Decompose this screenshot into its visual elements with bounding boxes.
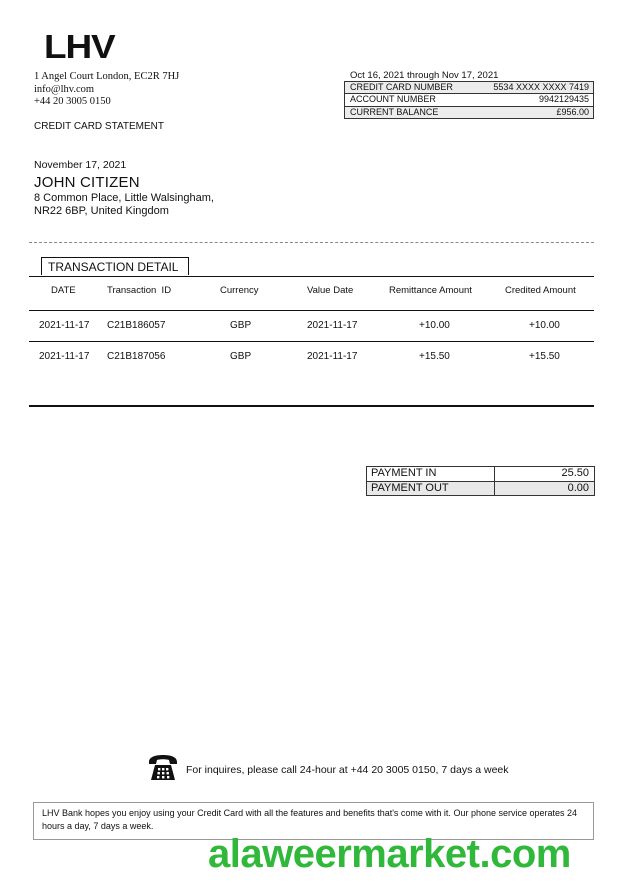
payment-in-row [367, 467, 594, 481]
transaction-detail-heading: TRANSACTION DETAIL [41, 257, 189, 275]
table-row [29, 311, 594, 342]
column-header-date: DATE [51, 285, 76, 296]
customer-address [34, 192, 214, 218]
account-summary-box [344, 81, 594, 119]
cell-credited-amount: +15.50 [529, 351, 560, 362]
statement-date: November 17, 2021 [34, 159, 127, 171]
cell-date: 2021-11-17 [39, 351, 90, 362]
payment-out-row [367, 481, 594, 496]
summary-row-account-number [345, 93, 593, 105]
customer-name: JOHN CITIZEN [34, 174, 140, 191]
phone-inquiry-text: For inquires, please call 24-hour at +44 20 3005 0150, 7 days a week [186, 764, 509, 776]
customer-address-line: NR22 6BP, United Kingdom [34, 205, 169, 217]
watermark: alaweermarket.com [208, 832, 571, 876]
cell-remittance-amount: +15.50 [419, 351, 450, 362]
column-header-credited-amount: Credited Amount [505, 285, 576, 296]
payment-label: PAYMENT OUT [367, 482, 495, 496]
customer-address-line: 8 Common Place, Little Walsingham, [34, 192, 214, 204]
dashed-divider [29, 242, 594, 243]
summary-value: 5534 XXXX XXXX 7419 [493, 82, 589, 92]
telephone-icon [147, 754, 179, 782]
transaction-table [29, 277, 594, 372]
cell-currency: GBP [230, 351, 252, 362]
bank-phone: +44 20 3005 0150 [34, 96, 111, 107]
cell-transaction-id: C21B186057 [107, 320, 166, 331]
payments-summary-box [366, 466, 595, 496]
summary-label: ACCOUNT NUMBER [350, 94, 436, 105]
summary-value: £956.00 [556, 106, 589, 117]
payment-value: 0.00 [567, 481, 589, 494]
summary-row-card-number [345, 82, 593, 93]
payment-value: 25.50 [561, 467, 589, 479]
cell-remittance-amount: +10.00 [419, 320, 450, 331]
payment-label: PAYMENT IN [367, 467, 495, 481]
footer-note: LHV Bank hopes you enjoy using your Credit Card with all the features and benefits that's come with it. Our phone service operates 24 hours a day, 7 days a week. [33, 802, 594, 840]
column-header-transaction-id: Transaction ID [107, 285, 172, 296]
table-bottom-rule [29, 405, 594, 407]
statement-period: Oct 16, 2021 through Nov 17, 2021 [350, 70, 499, 81]
bank-logo: LHV [44, 28, 115, 65]
table-row [29, 342, 594, 372]
column-header-currency: Currency [220, 285, 259, 296]
statement-title: CREDIT CARD STATEMENT [34, 121, 165, 132]
cell-value-date: 2021-11-17 [307, 351, 358, 362]
summary-row-current-balance [345, 106, 593, 118]
bank-email: info@lhv.com [34, 83, 95, 95]
cell-transaction-id: C21B187056 [107, 351, 166, 362]
table-header-row [29, 277, 594, 311]
summary-value: 9942129435 [538, 94, 589, 105]
summary-label: CREDIT CARD NUMBER [350, 82, 453, 92]
cell-credited-amount: +10.00 [529, 320, 560, 331]
bank-address [34, 71, 179, 109]
cell-date: 2021-11-17 [39, 320, 90, 331]
column-header-remittance-amount: Remittance Amount [389, 285, 472, 296]
column-header-value-date: Value Date [307, 285, 354, 296]
summary-label: CURRENT BALANCE [350, 106, 439, 117]
cell-value-date: 2021-11-17 [307, 320, 358, 331]
cell-currency: GBP [230, 320, 252, 331]
bank-address-street: 1 Angel Court London, EC2R 7HJ [34, 71, 180, 82]
